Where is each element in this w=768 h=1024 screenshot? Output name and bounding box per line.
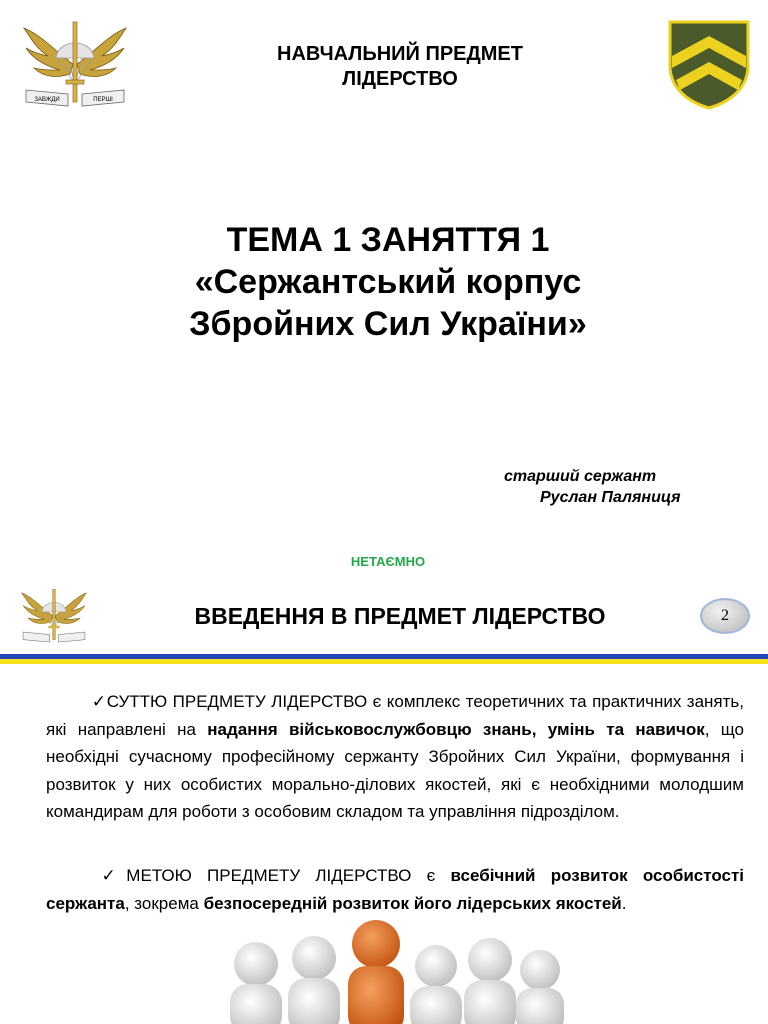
subject-line-1: НАВЧАЛЬНИЙ ПРЕДМЕТ — [277, 43, 523, 65]
essence-paragraph: ✓СУТТЮ ПРЕДМЕТУ ЛІДЕРСТВО є комплекс теоретичних та практичних занять, які направлені на надання військовослужбовцю знань, умінь та навичок, що необхідні сучасному професійному сержанту Збройних Сил України, формування і розвиток у них особистих морально-ділових якостей, які є необхідними молодшим командирам для роботи з особовим складом та управління підрозділом. — [46, 692, 745, 821]
author-block — [470, 466, 702, 508]
leader-figures-illustration — [210, 914, 570, 1024]
goal-paragraph: ✓МЕТОЮ ПРЕДМЕТУ ЛІДЕРСТВО є всебічний розвиток особистості сержанта, зокрема безпосередній розвиток його лідерських якостей. — [46, 866, 745, 913]
yellow-stripe — [0, 659, 768, 664]
intro-slide — [0, 576, 768, 1024]
page-number-badge — [700, 598, 750, 634]
airborne-wings-emblem — [18, 14, 132, 112]
author-rank: старший сержант — [504, 468, 657, 485]
topic-line-2: «Сержантський корпус — [194, 263, 582, 301]
chevron-shield-emblem — [668, 20, 750, 110]
checkmark-icon: ✓ — [91, 692, 107, 711]
topic-heading — [60, 219, 716, 345]
slide-title: ВВЕДЕННЯ В ПРЕДМЕТ ЛІДЕРСТВО — [194, 603, 606, 629]
subject-line-2: ЛІДЕРСТВО — [342, 68, 458, 90]
author-name: Руслан Паляниця — [540, 489, 681, 506]
airborne-wings-emblem-small — [18, 584, 90, 646]
page-number: 2 — [721, 607, 729, 624]
svg-text:ПЕРШІ: ПЕРШІ — [93, 97, 113, 103]
topic-line-1: ТЕМА 1 ЗАНЯТТЯ 1 — [226, 221, 550, 259]
topic-line-3: Збройних Сил України» — [189, 305, 587, 343]
classification-label: НЕТАЄМНО — [350, 554, 426, 569]
subject-title — [180, 42, 620, 92]
checkmark-icon: ✓ — [91, 866, 127, 885]
svg-text:ЗАВЖДИ: ЗАВЖДИ — [34, 97, 60, 103]
